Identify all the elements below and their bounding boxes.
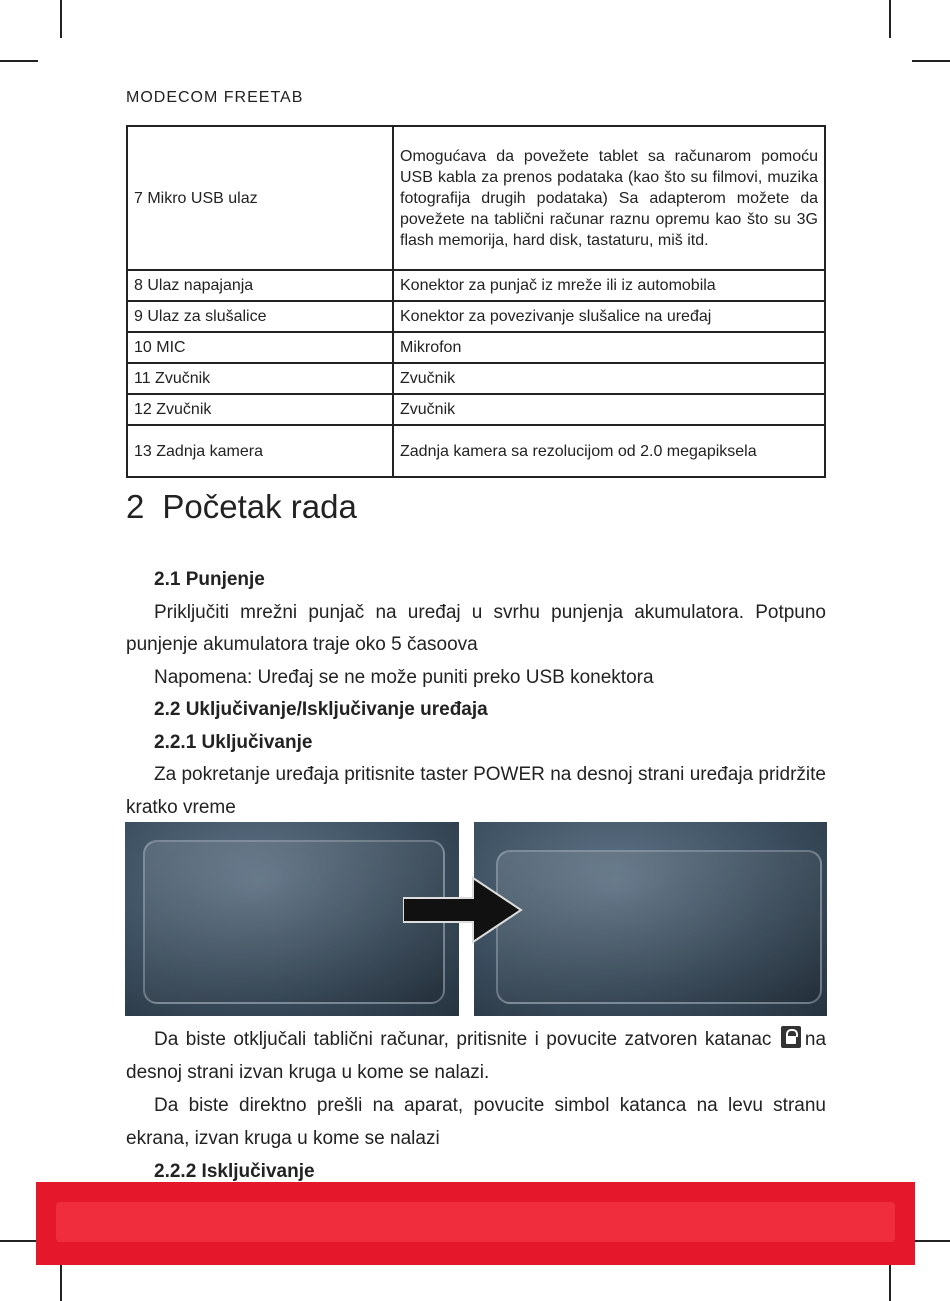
crop-mark (0, 1240, 38, 1242)
crop-mark (60, 1262, 62, 1301)
table-row (127, 425, 825, 477)
table-cell-desc: Zvučnik (393, 363, 825, 394)
lock-icon (781, 1026, 801, 1048)
body-text-2 (126, 1023, 826, 1188)
heading-2-2: 2.2 Uključivanje/Isključivanje uređaja (154, 699, 488, 720)
paragraph-unlock (126, 1023, 826, 1089)
body-text (126, 564, 826, 824)
table-cell-desc: Mikrofon (393, 332, 825, 363)
spec-table (126, 125, 826, 478)
paragraph-charging: Priključiti mrežni punjač na uređaj u svrhu punjenja akumulatora. Potpuno punjenje akumulatora traje oko 5 časoova (126, 601, 826, 655)
table-cell-label: 11 Zvučnik (127, 363, 393, 394)
paragraph-power-on: Za pokretanje uređaja pritisnite taster POWER na desnoj strani uređaja pridržite kratko vreme (126, 764, 826, 818)
table-row (127, 363, 825, 394)
crop-mark (889, 0, 891, 38)
unlock-text-a: Da biste otključali tablični računar, pritisnite i povucite zatvoren katanac (154, 1029, 772, 1050)
footer-inner (56, 1202, 895, 1242)
table-cell-label: 9 Ulaz za slušalice (127, 301, 393, 332)
arrow-right-icon (403, 870, 523, 950)
page-header: MODECOM FREETAB (126, 89, 304, 106)
table-cell-desc: Konektor za povezivanje slušalice na uređaj (393, 301, 825, 332)
table-cell-label: 8 Ulaz napajanja (127, 270, 393, 301)
table-cell-label: 10 MIC (127, 332, 393, 363)
table-row (127, 394, 825, 425)
paragraph-note: Napomena: Uređaj se ne može puniti preko USB konektora (154, 666, 654, 688)
section-title-text: Početak rada (162, 488, 357, 525)
table-cell-desc: Omogućava da povežete tablet sa računarom pomoću USB kabla za prenos podataka (kao što su filmovi, muzika fotografija drugih podataka) Sa adapterom možete da povežete na tablični računar raznu opremu kao što su 3G flash memorija, hard disk, tastaturu, miš itd. (393, 126, 825, 270)
crop-mark (912, 1240, 950, 1242)
table-row (127, 301, 825, 332)
table-row (127, 270, 825, 301)
crop-mark (60, 0, 62, 38)
tablet-photo-after (474, 822, 827, 1016)
table-cell-desc: Konektor za punjač iz mreže ili iz automobila (393, 270, 825, 301)
table-cell-label: 13 Zadnja kamera (127, 425, 393, 477)
crop-mark (912, 60, 950, 62)
table-row (127, 126, 825, 270)
table-cell-desc: Zvučnik (393, 394, 825, 425)
heading-2-2-2: 2.2.2 Isključivanje (154, 1161, 315, 1182)
tablet-photos (125, 822, 827, 1016)
paragraph-camera: Da biste direktno prešli na aparat, povucite simbol katanca na levu stranu ekrana, izvan kruga u kome se nalazi (126, 1095, 826, 1149)
unlock-text-b: na desnoj strani izvan kruga u kome se nalazi. (126, 1029, 827, 1083)
table-row (127, 332, 825, 363)
footer-band (36, 1182, 915, 1265)
crop-mark (0, 60, 38, 62)
section-title (126, 488, 357, 526)
heading-2-1: 2.1 Punjenje (154, 569, 265, 590)
section-number: 2 (126, 488, 145, 525)
tablet-outline (143, 840, 445, 1004)
crop-mark (889, 1262, 891, 1301)
table-cell-label: 7 Mikro USB ulaz (127, 126, 393, 270)
heading-2-2-1: 2.2.1 Uključivanje (154, 731, 313, 753)
table-cell-label: 12 Zvučnik (127, 394, 393, 425)
tablet-outline (496, 850, 822, 1004)
table-cell-desc: Zadnja kamera sa rezolucijom od 2.0 megapiksela (393, 425, 825, 477)
